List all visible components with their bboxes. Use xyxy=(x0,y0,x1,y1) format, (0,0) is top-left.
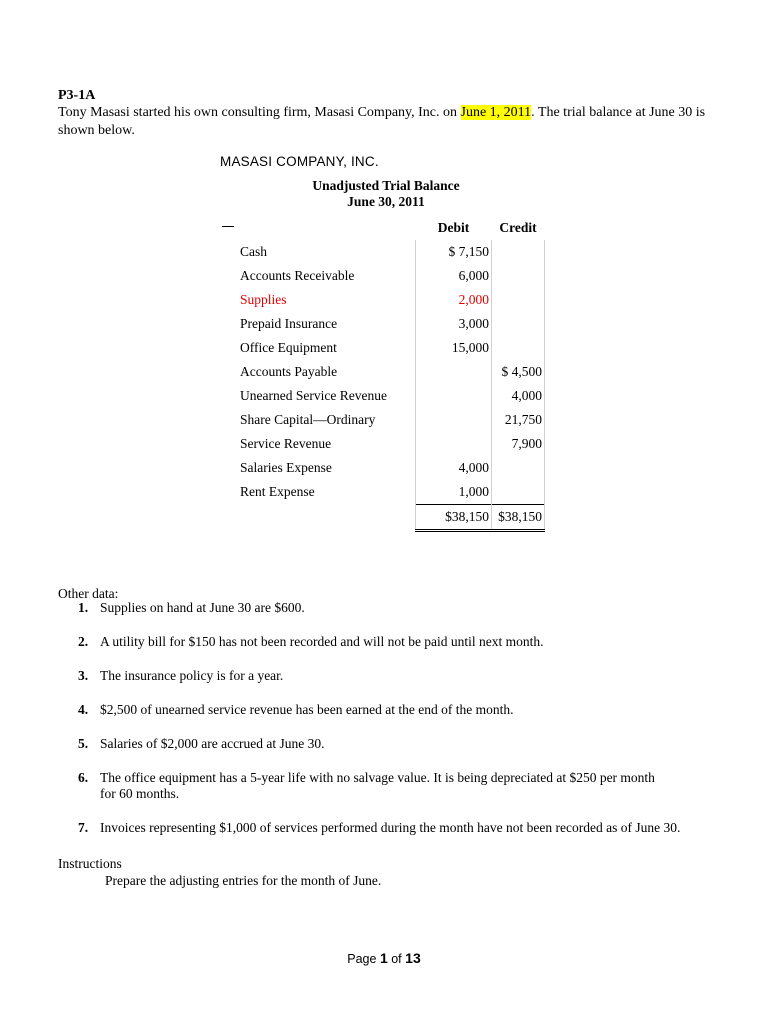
credit-amount xyxy=(492,312,545,336)
item-text: Invoices representing $1,000 of services performed during the month have not been recorded as of June 30. xyxy=(100,820,681,835)
intro-paragraph xyxy=(58,104,718,140)
account-name: Cash xyxy=(240,244,267,259)
intro-text-before: Tony Masasi started his own consulting firm, Masasi Company, Inc. on xyxy=(58,105,461,120)
table-row xyxy=(240,360,545,384)
account-name: Supplies xyxy=(240,292,287,307)
debit-total: $38,150 xyxy=(416,505,492,531)
item-number: 5. xyxy=(78,736,89,751)
item-number: 6. xyxy=(78,770,89,785)
item-number: 2. xyxy=(78,634,89,649)
credit-total: $38,150 xyxy=(492,505,545,531)
list-item xyxy=(78,820,750,836)
table-row xyxy=(240,264,545,288)
account-name: Service Revenue xyxy=(240,436,332,451)
credit-amount xyxy=(492,480,545,505)
debit-amount: 15,000 xyxy=(416,336,492,360)
table-row xyxy=(240,384,545,408)
footer-page-word: Page xyxy=(347,952,377,966)
debit-amount: 2,000 xyxy=(416,288,492,312)
credit-amount xyxy=(492,288,545,312)
debit-header: Debit xyxy=(437,220,470,235)
statement-title: Unadjusted Trial Balance xyxy=(312,178,460,193)
table-row xyxy=(240,456,545,480)
statement-date: June 30, 2011 xyxy=(347,194,425,209)
footer-of-word: of xyxy=(391,952,402,966)
problem-id: P3-1A xyxy=(58,88,96,103)
item-text: The insurance policy is for a year. xyxy=(100,668,284,683)
list-item xyxy=(78,634,728,650)
account-name: Office Equipment xyxy=(240,340,337,355)
current-page: 1 xyxy=(379,950,388,966)
totals-label xyxy=(240,505,416,531)
item-text: Salaries of $2,000 are accrued at June 30. xyxy=(100,736,325,751)
debit-amount xyxy=(416,360,492,384)
item-text: Supplies on hand at June 30 are $600. xyxy=(100,600,305,615)
other-data-list xyxy=(78,600,728,836)
debit-amount: 3,000 xyxy=(416,312,492,336)
item-number: 7. xyxy=(78,820,89,835)
table-row xyxy=(240,480,545,505)
list-item xyxy=(78,600,728,616)
debit-amount: 1,000 xyxy=(416,480,492,505)
list-item xyxy=(78,702,728,718)
item-number: 4. xyxy=(78,702,89,717)
account-header xyxy=(240,216,416,240)
other-data-label: Other data: xyxy=(58,586,119,601)
page-footer xyxy=(0,950,768,966)
item-text: The office equipment has a 5-year life with no salvage value. It is being depreciated at $250 per month for 60 months. xyxy=(100,770,655,801)
table-row xyxy=(240,288,545,312)
account-name: Share Capital—Ordinary xyxy=(240,412,376,427)
debit-amount xyxy=(416,384,492,408)
list-item xyxy=(78,736,728,752)
highlighted-date: June 1, 2011 xyxy=(460,105,532,120)
credit-amount: 7,900 xyxy=(492,432,545,456)
header-dash xyxy=(222,226,234,227)
debit-amount: 6,000 xyxy=(416,264,492,288)
item-text: A utility bill for $150 has not been recorded and will not be paid until next month. xyxy=(100,634,544,649)
intro-text-after: . The trial balance at June 30 is shown below. xyxy=(58,105,706,138)
table-header-row xyxy=(240,216,545,240)
account-name: Prepaid Insurance xyxy=(240,316,338,331)
account-name: Unearned Service Revenue xyxy=(240,388,387,403)
credit-header: Credit xyxy=(499,220,537,235)
total-pages: 13 xyxy=(405,950,421,966)
account-name: Accounts Receivable xyxy=(240,268,355,283)
account-name: Salaries Expense xyxy=(240,460,332,475)
debit-amount: 4,000 xyxy=(416,456,492,480)
item-text: $2,500 of unearned service revenue has been earned at the end of the month. xyxy=(100,702,514,717)
account-rows xyxy=(240,240,545,531)
instructions-label: Instructions xyxy=(58,856,122,871)
list-item xyxy=(78,668,728,684)
totals-row xyxy=(240,505,545,531)
account-name: Accounts Payable xyxy=(240,364,338,379)
table-row xyxy=(240,408,545,432)
credit-amount xyxy=(492,240,545,264)
instructions-text: Prepare the adjusting entries for the month of June. xyxy=(105,873,382,888)
account-name: Rent Expense xyxy=(240,484,315,500)
debit-amount xyxy=(416,432,492,456)
table-row xyxy=(240,336,545,360)
trial-balance-table xyxy=(240,216,545,532)
credit-amount: 21,750 xyxy=(492,408,545,432)
list-item xyxy=(78,770,660,802)
statement-heading xyxy=(286,178,486,210)
credit-amount xyxy=(492,264,545,288)
table-row xyxy=(240,240,545,264)
credit-amount xyxy=(492,456,545,480)
debit-amount xyxy=(416,408,492,432)
debit-amount: $ 7,150 xyxy=(416,240,492,264)
item-number: 1. xyxy=(78,600,89,615)
item-number: 3. xyxy=(78,668,89,683)
credit-amount: $ 4,500 xyxy=(492,360,545,384)
table-row xyxy=(240,312,545,336)
table-row xyxy=(240,432,545,456)
company-name: MASASI COMPANY, INC. xyxy=(220,154,379,169)
credit-amount xyxy=(492,336,545,360)
credit-amount: 4,000 xyxy=(492,384,545,408)
